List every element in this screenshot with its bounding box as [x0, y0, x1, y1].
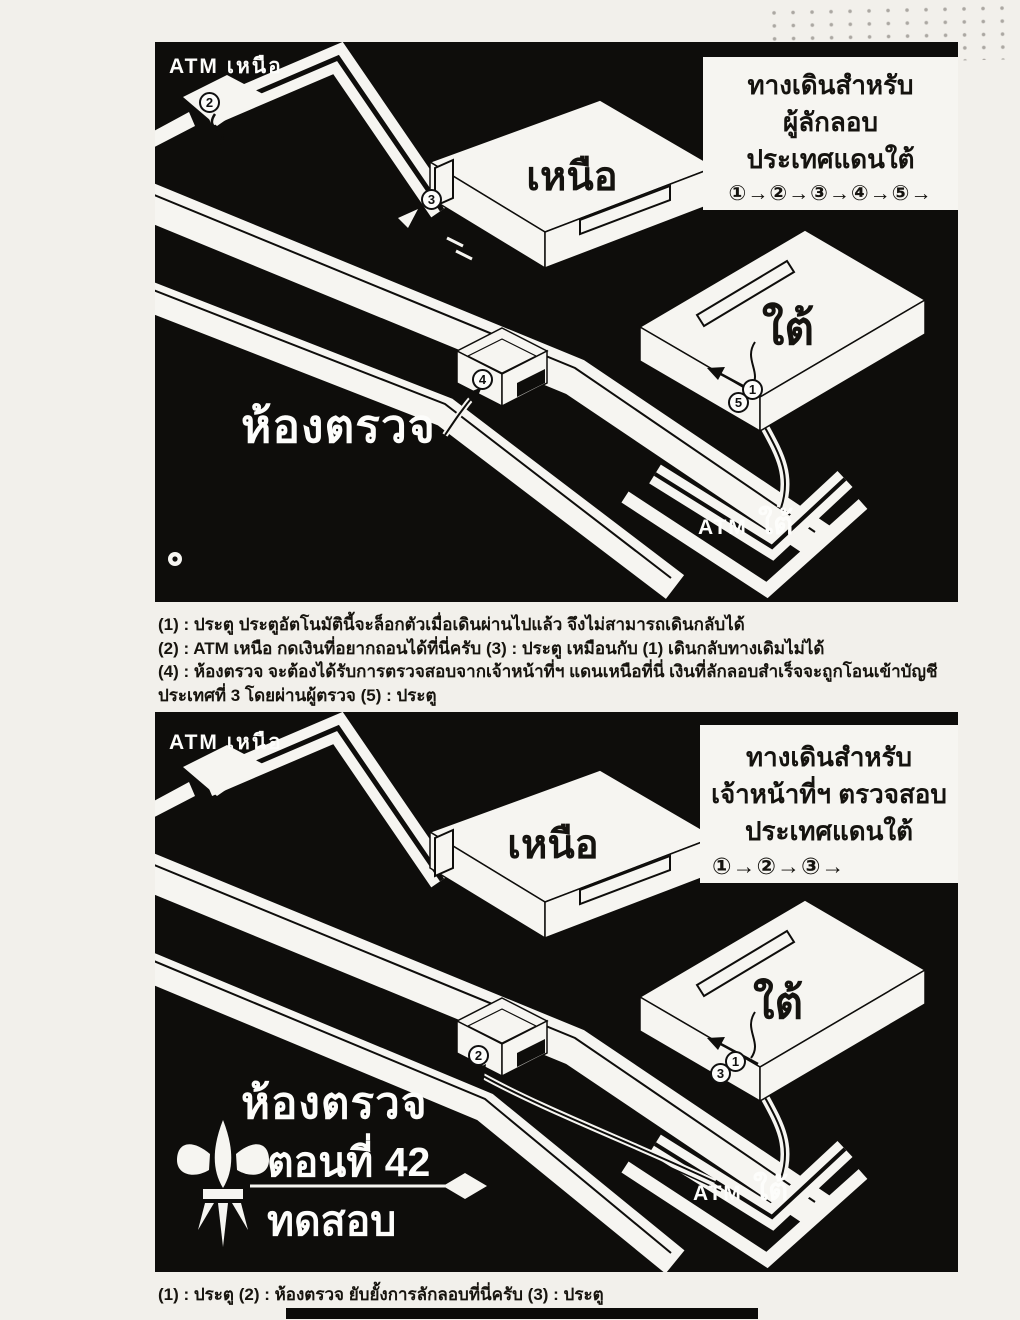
- legend-line: เจ้าหน้าที่ฯ ตรวจสอบ: [711, 779, 947, 809]
- caption-block-1: [158, 613, 938, 707]
- caption-line: (1) : ประตู (2) : ห้องตรวจ ยับยั้งการลักลอบที่นี่ครับ (3) : ประตู: [158, 1285, 604, 1304]
- route-marker-2: 2: [199, 92, 220, 113]
- legend-step-sequence: ①→②→③→: [712, 853, 846, 879]
- route-marker-3: 3: [421, 189, 442, 210]
- atm-south-label: [693, 1164, 788, 1214]
- legend-box-smuggler: [703, 57, 958, 210]
- route-marker-3: 3: [710, 1063, 731, 1084]
- legend-step-sequence: ①→②→③→④→⑤→: [728, 182, 933, 205]
- atm-north-stub: [155, 782, 195, 824]
- inspection-room-label: ห้องตรวจ: [241, 1079, 428, 1128]
- arrow-into-north-gate: [398, 209, 418, 228]
- route-marker-1: 1: [725, 1051, 746, 1072]
- gate-dash-1: [447, 238, 463, 246]
- episode-diamond: [443, 1173, 487, 1199]
- caption-block-2: [158, 1283, 874, 1307]
- route-marker-5: 5: [728, 392, 749, 413]
- inspection-room-label: ห้องตรวจ: [241, 400, 436, 452]
- sweep-arrowhead: [468, 1064, 486, 1085]
- episode-title: ตอนที่ 42: [267, 1139, 431, 1185]
- legend-line: ประเทศแดนใต้: [745, 816, 913, 846]
- atm-south-word: ใต้: [757, 506, 794, 541]
- diagram-panel-smuggler-route: [155, 42, 958, 602]
- south-building-label: ใต้: [752, 979, 804, 1028]
- caption-line: ประเทศที่ 3 โดยผ่านผู้ตรวจ (5) : ประตู: [158, 685, 437, 705]
- fleur-de-lis-icon: [177, 1120, 269, 1247]
- north-building-label: เหนือ: [526, 155, 618, 199]
- caption-line: (2) : ATM เหนือ กดเงินที่อยากถอนได้ที่นี่ครับ (3) : ประตู เหมือนกับ (1) เดินกลับทางเดิมไม่ได้: [158, 638, 825, 658]
- route-marker-1: 1: [742, 379, 763, 400]
- episode-subtitle: ทดสอบ: [267, 1198, 397, 1244]
- north-building-label: เหนือ: [507, 823, 599, 867]
- south-building-label: ใต้: [761, 302, 815, 354]
- route-marker-4: 4: [472, 369, 493, 390]
- atm-south-prefix: ATM: [698, 516, 748, 539]
- legend-line: ผู้ลักลอบ: [783, 107, 878, 137]
- atm-north-label: ATM เหนือ: [169, 55, 283, 78]
- atm-north-label: ATM เหนือ: [169, 731, 283, 754]
- caption-line: (1) : ประตู ประตูอัตโนมัตินี้จะล็อกตัวเมื่อเดินผ่านไปแล้ว จึงไม่สามารถเดินกลับได้: [158, 615, 745, 634]
- scan-edge-bar: [286, 1308, 758, 1319]
- caption-line: (4) : ห้องตรวจ จะต้องได้รับการตรวจสอบจากเจ้าหน้าที่ฯ แดนเหนือที่นี่ เงินที่ลักลอบสำเร็จจะถูกโอนเข้าบัญชี: [158, 662, 938, 681]
- route-marker-2: 2: [468, 1045, 489, 1066]
- diagram-panel-officer-route: [155, 712, 958, 1272]
- atm-south-prefix: ATM: [693, 1182, 743, 1205]
- legend-line: ทางเดินสำหรับ: [745, 742, 913, 772]
- north-building-gate: [435, 830, 453, 876]
- atm-north-stub: [155, 112, 195, 154]
- small-circle-mark-hole: [172, 556, 177, 561]
- legend-line: ทางเดินสำหรับ: [747, 70, 914, 100]
- atm-south-label: [698, 498, 793, 548]
- legend-line: ประเทศแดนใต้: [746, 144, 915, 174]
- gate-dash-2: [456, 251, 472, 259]
- legend-box-officer: [700, 725, 958, 883]
- atm-south-word: ใต้: [752, 1172, 789, 1207]
